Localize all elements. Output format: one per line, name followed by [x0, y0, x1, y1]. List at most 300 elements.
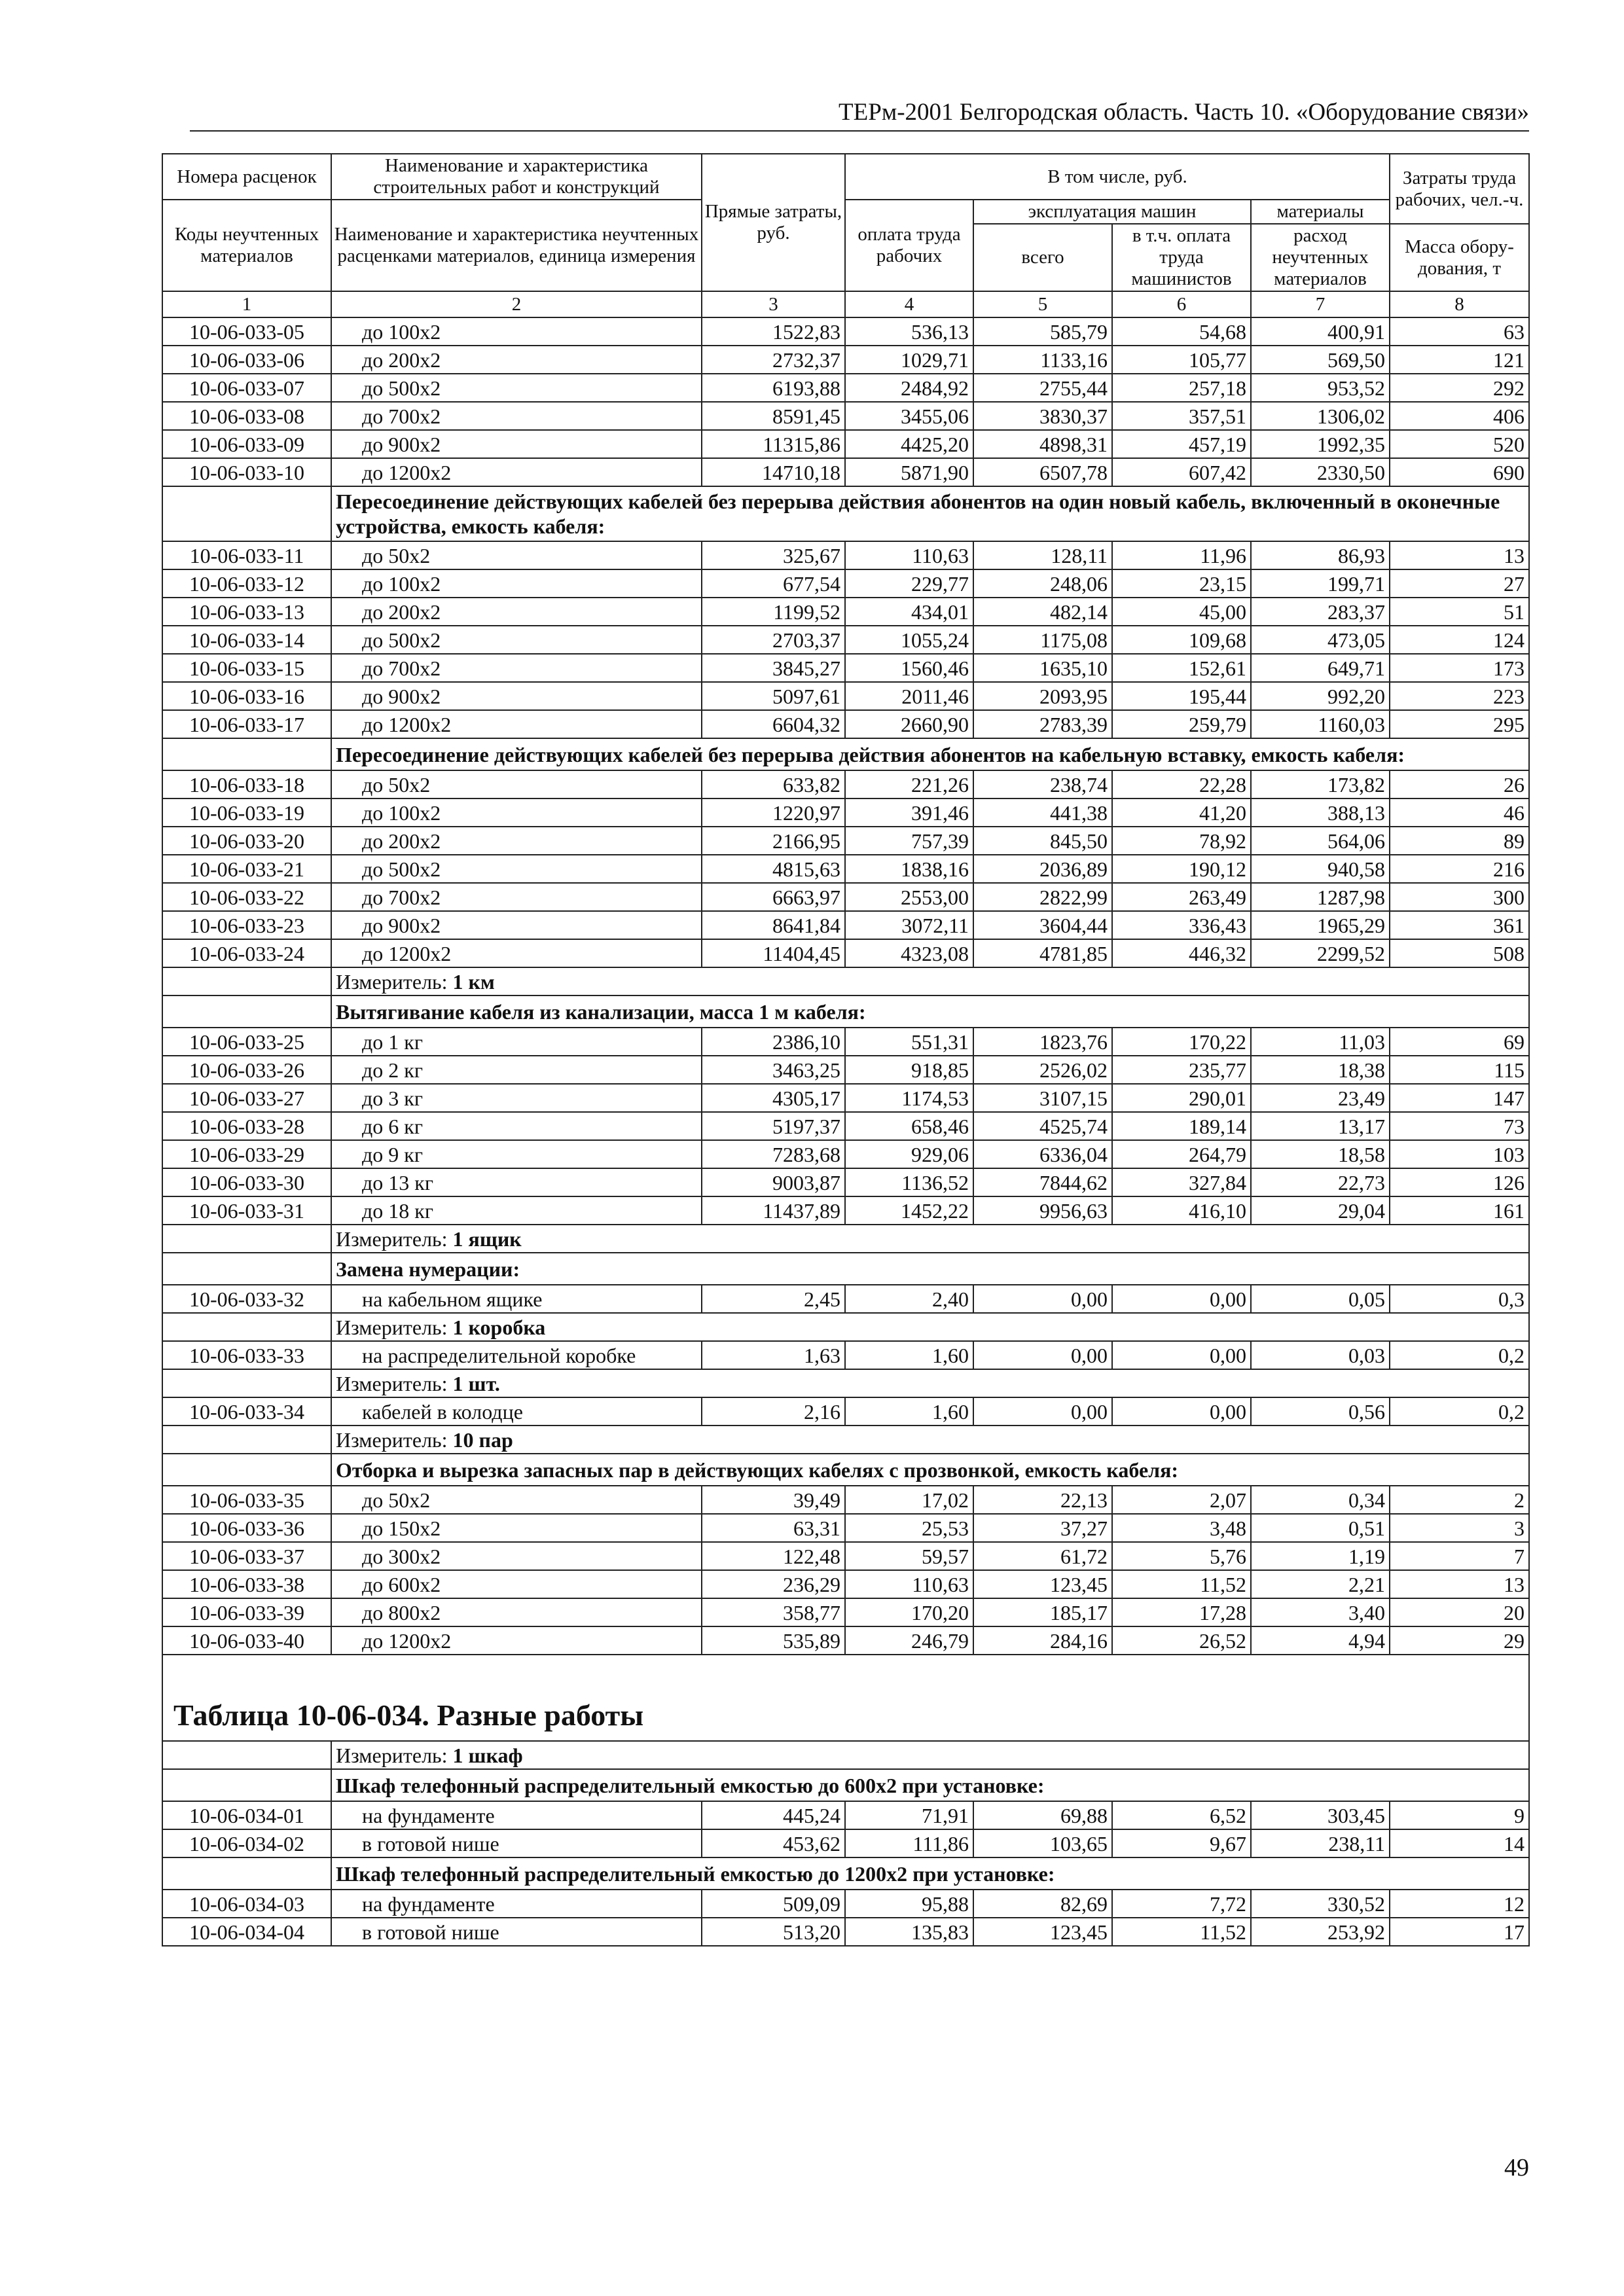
labor-cost: 25,53: [845, 1514, 973, 1542]
rate-name: до 1200х2: [331, 939, 702, 967]
material-cost: 22,73: [1251, 1168, 1390, 1196]
section-heading: Отборка и вырезка запасных пар в действующих кабелях с прозвонкой, емкость кабеля:: [331, 1454, 1529, 1486]
rate-code: 10-06-034-01: [162, 1801, 331, 1829]
material-cost: 3,40: [1251, 1598, 1390, 1626]
machine-cost: 1175,08: [973, 626, 1112, 654]
rate-code: 10-06-033-15: [162, 654, 331, 682]
empty-cell: [162, 1313, 331, 1341]
rate-name: до 6 кг: [331, 1112, 702, 1140]
rate-code: 10-06-033-09: [162, 430, 331, 458]
col-number: 5: [973, 291, 1112, 317]
labor-hours: 223: [1390, 682, 1529, 710]
rate-name: до 18 кг: [331, 1196, 702, 1225]
table-row: [162, 883, 1529, 911]
col-direct: Прямые затраты, руб.: [702, 154, 845, 291]
machine-labor-cost: 7,72: [1112, 1890, 1251, 1918]
direct-cost: 5097,61: [702, 682, 845, 710]
direct-cost: 535,89: [702, 1626, 845, 1655]
rate-name: до 100х2: [331, 317, 702, 346]
empty-cell: [162, 1426, 331, 1454]
machine-labor-cost: 195,44: [1112, 682, 1251, 710]
machine-cost: 585,79: [973, 317, 1112, 346]
labor-hours: 51: [1390, 598, 1529, 626]
direct-cost: 3845,27: [702, 654, 845, 682]
machine-cost: 2783,39: [973, 710, 1112, 738]
rate-code: 10-06-033-30: [162, 1168, 331, 1196]
measure-value: 1 км: [452, 969, 495, 994]
rate-code: 10-06-033-07: [162, 374, 331, 402]
machine-cost: 6336,04: [973, 1140, 1112, 1168]
machine-labor-cost: 0,00: [1112, 1341, 1251, 1369]
labor-cost: 71,91: [845, 1801, 973, 1829]
labor-cost: 1136,52: [845, 1168, 973, 1196]
col-name-bottom: Наименование и характеристика неучтенных расценками материалов, единица измерения: [331, 200, 702, 291]
rate-code: 10-06-033-11: [162, 541, 331, 569]
measure-row: [162, 1741, 1529, 1769]
machine-labor-cost: 6,52: [1112, 1801, 1251, 1829]
empty-cell: [162, 1369, 331, 1397]
labor-hours: 147: [1390, 1084, 1529, 1112]
table-row: [162, 374, 1529, 402]
table-title: Таблица 10-06-034. Разные работы: [162, 1655, 1529, 1741]
rate-name: на фундаменте: [331, 1801, 702, 1829]
rate-code: 10-06-033-33: [162, 1341, 331, 1369]
machine-labor-cost: 190,12: [1112, 855, 1251, 883]
rate-name: до 200х2: [331, 827, 702, 855]
machine-cost: 82,69: [973, 1890, 1112, 1918]
material-cost: 1160,03: [1251, 710, 1390, 738]
col-name-top: Наименование и характеристика строительных работ и конструкций: [331, 154, 702, 200]
machine-labor-cost: 105,77: [1112, 346, 1251, 374]
measure-value: 1 ящик: [452, 1227, 522, 1251]
direct-cost: 2386,10: [702, 1028, 845, 1056]
labor-cost: 221,26: [845, 770, 973, 798]
labor-hours: 103: [1390, 1140, 1529, 1168]
labor-hours: 161: [1390, 1196, 1529, 1225]
labor-cost: 59,57: [845, 1542, 973, 1570]
rate-name: до 50х2: [331, 1486, 702, 1514]
rate-name: до 3 кг: [331, 1084, 702, 1112]
machine-labor-cost: 11,52: [1112, 1918, 1251, 1946]
measure-label: Измеритель:: [336, 1315, 453, 1339]
labor-cost: 391,46: [845, 798, 973, 827]
measure-value: 1 шт.: [452, 1371, 500, 1395]
labor-cost: 246,79: [845, 1626, 973, 1655]
table-title-row: [162, 1655, 1529, 1741]
direct-cost: 2,45: [702, 1285, 845, 1313]
material-cost: 1965,29: [1251, 911, 1390, 939]
material-cost: 1992,35: [1251, 430, 1390, 458]
measure-row: [162, 1225, 1529, 1253]
labor-cost: 2553,00: [845, 883, 973, 911]
labor-hours: 115: [1390, 1056, 1529, 1084]
rate-name: в готовой нише: [331, 1918, 702, 1946]
table-row: [162, 1514, 1529, 1542]
material-cost: 2299,52: [1251, 939, 1390, 967]
machine-cost: 248,06: [973, 569, 1112, 598]
table-row: [162, 1196, 1529, 1225]
rate-name: до 500х2: [331, 855, 702, 883]
table-row: [162, 1112, 1529, 1140]
material-cost: 23,49: [1251, 1084, 1390, 1112]
table-row: [162, 654, 1529, 682]
table-row: [162, 598, 1529, 626]
rate-name: до 700х2: [331, 402, 702, 430]
measure-unit: [331, 1741, 1529, 1769]
rate-name: до 1200х2: [331, 1626, 702, 1655]
machine-labor-cost: 327,84: [1112, 1168, 1251, 1196]
table-row: [162, 1397, 1529, 1426]
labor-hours: 3: [1390, 1514, 1529, 1542]
labor-cost: 658,46: [845, 1112, 973, 1140]
table-row: [162, 1341, 1529, 1369]
labor-hours: 63: [1390, 317, 1529, 346]
direct-cost: 325,67: [702, 541, 845, 569]
material-cost: 569,50: [1251, 346, 1390, 374]
labor-hours: 69: [1390, 1028, 1529, 1056]
rate-name: до 100х2: [331, 569, 702, 598]
labor-cost: 551,31: [845, 1028, 973, 1056]
direct-cost: 236,29: [702, 1570, 845, 1598]
machine-cost: 441,38: [973, 798, 1112, 827]
labor-hours: 0,2: [1390, 1341, 1529, 1369]
labor-hours: 73: [1390, 1112, 1529, 1140]
section-heading-row: [162, 1454, 1529, 1486]
material-cost: 199,71: [1251, 569, 1390, 598]
material-cost: 303,45: [1251, 1801, 1390, 1829]
table-row: [162, 1626, 1529, 1655]
machine-labor-cost: 336,43: [1112, 911, 1251, 939]
col-mach-total: всего: [973, 224, 1112, 291]
direct-cost: 1,63: [702, 1341, 845, 1369]
labor-hours: 9: [1390, 1801, 1529, 1829]
machine-labor-cost: 0,00: [1112, 1285, 1251, 1313]
labor-cost: 95,88: [845, 1890, 973, 1918]
rate-code: 10-06-033-16: [162, 682, 331, 710]
material-cost: 0,05: [1251, 1285, 1390, 1313]
machine-cost: 0,00: [973, 1397, 1112, 1426]
table-row: [162, 1084, 1529, 1112]
table-row: [162, 1598, 1529, 1626]
labor-cost: 1838,16: [845, 855, 973, 883]
rate-name: до 500х2: [331, 374, 702, 402]
rate-name: до 50х2: [331, 770, 702, 798]
rate-code: 10-06-033-12: [162, 569, 331, 598]
rate-name: до 800х2: [331, 1598, 702, 1626]
rate-code: 10-06-033-24: [162, 939, 331, 967]
direct-cost: 509,09: [702, 1890, 845, 1918]
material-cost: 18,58: [1251, 1140, 1390, 1168]
material-cost: 4,94: [1251, 1626, 1390, 1655]
labor-hours: 406: [1390, 402, 1529, 430]
machine-cost: 123,45: [973, 1918, 1112, 1946]
measure-row: [162, 967, 1529, 996]
direct-cost: 14710,18: [702, 458, 845, 486]
rate-code: 10-06-033-32: [162, 1285, 331, 1313]
table-row: [162, 1140, 1529, 1168]
table-row: [162, 1168, 1529, 1196]
labor-cost: 17,02: [845, 1486, 973, 1514]
empty-cell: [162, 1741, 331, 1769]
direct-cost: 2703,37: [702, 626, 845, 654]
machine-labor-cost: 357,51: [1112, 402, 1251, 430]
rate-code: 10-06-033-26: [162, 1056, 331, 1084]
labor-hours: 17: [1390, 1918, 1529, 1946]
col-number: 3: [702, 291, 845, 317]
labor-hours: 29: [1390, 1626, 1529, 1655]
table-row: [162, 1028, 1529, 1056]
labor-hours: 124: [1390, 626, 1529, 654]
machine-labor-cost: 22,28: [1112, 770, 1251, 798]
section-heading: Замена нумерации:: [331, 1253, 1529, 1285]
column-numbers-row: [162, 291, 1529, 317]
direct-cost: 1522,83: [702, 317, 845, 346]
direct-cost: 358,77: [702, 1598, 845, 1626]
labor-cost: 4323,08: [845, 939, 973, 967]
labor-hours: 121: [1390, 346, 1529, 374]
machine-cost: 37,27: [973, 1514, 1112, 1542]
col-mass: Масса обору-дования, т: [1390, 224, 1529, 291]
machine-labor-cost: 23,15: [1112, 569, 1251, 598]
machine-cost: 845,50: [973, 827, 1112, 855]
labor-cost: 3072,11: [845, 911, 973, 939]
machine-labor-cost: 189,14: [1112, 1112, 1251, 1140]
table-body: [162, 317, 1529, 1946]
labor-hours: 173: [1390, 654, 1529, 682]
material-cost: 0,34: [1251, 1486, 1390, 1514]
machine-cost: 3107,15: [973, 1084, 1112, 1112]
rate-code: 10-06-033-31: [162, 1196, 331, 1225]
measure-value: 10 пар: [452, 1427, 513, 1452]
empty-cell: [162, 1253, 331, 1285]
rate-name: на фундаменте: [331, 1890, 702, 1918]
empty-cell: [162, 1225, 331, 1253]
machine-labor-cost: 416,10: [1112, 1196, 1251, 1225]
rate-name: до 900х2: [331, 430, 702, 458]
direct-cost: 6604,32: [702, 710, 845, 738]
labor-hours: 0,2: [1390, 1397, 1529, 1426]
rate-code: 10-06-033-39: [162, 1598, 331, 1626]
machine-cost: 0,00: [973, 1285, 1112, 1313]
labor-cost: 229,77: [845, 569, 973, 598]
rate-name: кабелей в колодце: [331, 1397, 702, 1426]
rate-code: 10-06-033-28: [162, 1112, 331, 1140]
rate-name: до 200х2: [331, 346, 702, 374]
section-heading: Вытягивание кабеля из канализации, масса 1 м кабеля:: [331, 996, 1529, 1028]
section-heading: Шкаф телефонный распределительный емкостью до 1200х2 при установке:: [331, 1857, 1529, 1890]
material-cost: 473,05: [1251, 626, 1390, 654]
machine-cost: 2526,02: [973, 1056, 1112, 1084]
machine-cost: 103,65: [973, 1829, 1112, 1857]
material-cost: 29,04: [1251, 1196, 1390, 1225]
labor-cost: 111,86: [845, 1829, 973, 1857]
measure-unit: [331, 967, 1529, 996]
machine-cost: 3830,37: [973, 402, 1112, 430]
direct-cost: 5197,37: [702, 1112, 845, 1140]
material-cost: 0,56: [1251, 1397, 1390, 1426]
direct-cost: 11404,45: [702, 939, 845, 967]
rate-name: до 2 кг: [331, 1056, 702, 1084]
section-heading: Пересоединение действующих кабелей без перерыва действия абонентов на один новый кабель, включенный в оконечные устройства, емкость кабеля:: [331, 486, 1529, 541]
direct-cost: 677,54: [702, 569, 845, 598]
section-heading-row: [162, 996, 1529, 1028]
direct-cost: 2166,95: [702, 827, 845, 855]
direct-cost: 2732,37: [702, 346, 845, 374]
machine-cost: 4781,85: [973, 939, 1112, 967]
col-machines: эксплуатация машин: [973, 200, 1251, 224]
labor-cost: 135,83: [845, 1918, 973, 1946]
table-row: [162, 1918, 1529, 1946]
labor-hours: 2: [1390, 1486, 1529, 1514]
direct-cost: 6663,97: [702, 883, 845, 911]
machine-cost: 61,72: [973, 1542, 1112, 1570]
direct-cost: 11437,89: [702, 1196, 845, 1225]
header-rule: [190, 130, 1529, 132]
rate-name: в готовой нише: [331, 1829, 702, 1857]
labor-hours: 126: [1390, 1168, 1529, 1196]
machine-cost: 2755,44: [973, 374, 1112, 402]
col-mach-labor: в т.ч. оплата труда машинистов: [1112, 224, 1251, 291]
direct-cost: 122,48: [702, 1542, 845, 1570]
direct-cost: 8591,45: [702, 402, 845, 430]
col-mat-consumption: расход неучтенных материалов: [1251, 224, 1390, 291]
machine-labor-cost: 2,07: [1112, 1486, 1251, 1514]
table-row: [162, 569, 1529, 598]
machine-labor-cost: 17,28: [1112, 1598, 1251, 1626]
labor-hours: 292: [1390, 374, 1529, 402]
machine-cost: 123,45: [973, 1570, 1112, 1598]
labor-hours: 508: [1390, 939, 1529, 967]
machine-cost: 2093,95: [973, 682, 1112, 710]
material-cost: 11,03: [1251, 1028, 1390, 1056]
rate-name: до 500х2: [331, 626, 702, 654]
machine-labor-cost: 170,22: [1112, 1028, 1251, 1056]
machine-labor-cost: 11,96: [1112, 541, 1251, 569]
measure-unit: [331, 1225, 1529, 1253]
empty-cell: [162, 486, 331, 541]
material-cost: 2,21: [1251, 1570, 1390, 1598]
rate-code: 10-06-033-19: [162, 798, 331, 827]
direct-cost: 6193,88: [702, 374, 845, 402]
labor-cost: 1452,22: [845, 1196, 973, 1225]
table-row: [162, 346, 1529, 374]
labor-hours: 300: [1390, 883, 1529, 911]
machine-labor-cost: 263,49: [1112, 883, 1251, 911]
measure-unit: [331, 1426, 1529, 1454]
rate-code: 10-06-033-38: [162, 1570, 331, 1598]
labor-hours: 13: [1390, 1570, 1529, 1598]
material-cost: 86,93: [1251, 541, 1390, 569]
direct-cost: 4305,17: [702, 1084, 845, 1112]
section-heading: Пересоединение действующих кабелей без перерыва действия абонентов на кабельную вставку, емкость кабеля:: [331, 738, 1529, 770]
table-row: [162, 1890, 1529, 1918]
material-cost: 18,38: [1251, 1056, 1390, 1084]
machine-labor-cost: 41,20: [1112, 798, 1251, 827]
rate-name: до 700х2: [331, 654, 702, 682]
machine-labor-cost: 11,52: [1112, 1570, 1251, 1598]
material-cost: 13,17: [1251, 1112, 1390, 1140]
page-number: 49: [1504, 2154, 1529, 2181]
empty-cell: [162, 1769, 331, 1801]
labor-cost: 1,60: [845, 1341, 973, 1369]
material-cost: 330,52: [1251, 1890, 1390, 1918]
labor-cost: 2484,92: [845, 374, 973, 402]
measure-value: 1 шкаф: [452, 1743, 523, 1767]
measure-row: [162, 1369, 1529, 1397]
col-materials: материалы: [1251, 200, 1390, 224]
rate-name: до 1200х2: [331, 458, 702, 486]
labor-cost: 2,40: [845, 1285, 973, 1313]
labor-cost: 4425,20: [845, 430, 973, 458]
rate-code: 10-06-033-29: [162, 1140, 331, 1168]
table-row: [162, 1056, 1529, 1084]
labor-hours: 0,3: [1390, 1285, 1529, 1313]
rate-code: 10-06-034-03: [162, 1890, 331, 1918]
rate-code: 10-06-033-27: [162, 1084, 331, 1112]
machine-cost: 128,11: [973, 541, 1112, 569]
machine-labor-cost: 152,61: [1112, 654, 1251, 682]
rate-code: 10-06-033-06: [162, 346, 331, 374]
material-cost: 253,92: [1251, 1918, 1390, 1946]
rate-name: до 100х2: [331, 798, 702, 827]
rate-name: до 1200х2: [331, 710, 702, 738]
rate-code: 10-06-033-23: [162, 911, 331, 939]
labor-hours: 295: [1390, 710, 1529, 738]
measure-label: Измеритель:: [336, 969, 453, 994]
machine-cost: 0,00: [973, 1341, 1112, 1369]
material-cost: 1306,02: [1251, 402, 1390, 430]
machine-labor-cost: 235,77: [1112, 1056, 1251, 1084]
empty-cell: [162, 738, 331, 770]
measure-unit: [331, 1369, 1529, 1397]
col-number: 7: [1251, 291, 1390, 317]
labor-hours: 46: [1390, 798, 1529, 827]
labor-cost: 1560,46: [845, 654, 973, 682]
rate-code: 10-06-033-35: [162, 1486, 331, 1514]
col-codes-top: Номера расценок: [162, 154, 331, 200]
labor-hours: 20: [1390, 1598, 1529, 1626]
direct-cost: 63,31: [702, 1514, 845, 1542]
labor-cost: 2660,90: [845, 710, 973, 738]
material-cost: 0,51: [1251, 1514, 1390, 1542]
labor-cost: 110,63: [845, 541, 973, 569]
page-header: ТЕРм-2001 Белгородская область. Часть 10. «Оборудование связи»: [839, 99, 1529, 126]
col-codes-bottom: Коды неучтенных материалов: [162, 200, 331, 291]
material-cost: 992,20: [1251, 682, 1390, 710]
machine-labor-cost: 5,76: [1112, 1542, 1251, 1570]
direct-cost: 11315,86: [702, 430, 845, 458]
direct-cost: 3463,25: [702, 1056, 845, 1084]
labor-cost: 536,13: [845, 317, 973, 346]
section-heading-row: [162, 1769, 1529, 1801]
table-row: [162, 682, 1529, 710]
rate-name: до 700х2: [331, 883, 702, 911]
rate-name: до 900х2: [331, 911, 702, 939]
rate-name: до 9 кг: [331, 1140, 702, 1168]
rate-code: 10-06-033-25: [162, 1028, 331, 1056]
table-row: [162, 770, 1529, 798]
table-head: [162, 154, 1529, 317]
table-row: [162, 710, 1529, 738]
labor-cost: 170,20: [845, 1598, 973, 1626]
material-cost: 940,58: [1251, 855, 1390, 883]
rate-code: 10-06-033-18: [162, 770, 331, 798]
measure-row: [162, 1426, 1529, 1454]
measure-label: Измеритель:: [336, 1427, 453, 1452]
machine-labor-cost: 257,18: [1112, 374, 1251, 402]
section-heading-row: [162, 1253, 1529, 1285]
machine-labor-cost: 3,48: [1112, 1514, 1251, 1542]
